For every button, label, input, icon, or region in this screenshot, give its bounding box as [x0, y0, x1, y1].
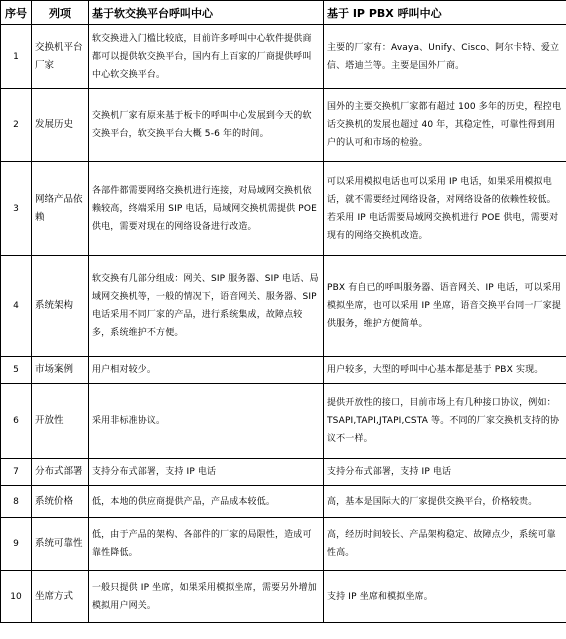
row-number: 6 — [1, 384, 32, 459]
row-item: 系统架构 — [32, 256, 89, 357]
row-number: 7 — [1, 459, 32, 486]
header-ippbx: 基于 IP PBX 呼叫中心 — [324, 1, 566, 25]
row-item: 系统可靠性 — [32, 518, 89, 571]
row-ippbx-text: 可以采用模拟电话也可以采用 IP 电话，如果采用模拟电话，就不需要经过网络设备，对网络设备的依赖性较低。若采用 IP 电话需要局域网交换机进行 POE 供电，需要对现有的网络交换机改造。 — [324, 162, 566, 256]
row-item: 开放性 — [32, 384, 89, 459]
row-ippbx-text: 支持分布式部署，支持 IP 电话 — [324, 459, 566, 486]
row-number: 1 — [1, 25, 32, 89]
row-item: 交换机平台厂家 — [32, 25, 89, 89]
row-softswitch-text: 软交换有几部分组成：网关、SIP 服务器、SIP 电话、局域网交换机等，一般的情况下，语音网关、服务器、SIP 电话采用不同厂家的产品，进行系统集成，故障点较多，系统维护不方便。 — [89, 256, 324, 357]
row-ippbx-text: 用户较多，大型的呼叫中心基本都是基于 PBX 实现。 — [324, 357, 566, 384]
row-item: 市场案例 — [32, 357, 89, 384]
row-item: 网络产品依赖 — [32, 162, 89, 256]
row-ippbx-text: 提供开放性的接口，目前市场上有几种接口协议，例如：TSAPI,TAPI,JTAPI,CSTA 等。不同的厂家交换机支持的协议不一样。 — [324, 384, 566, 459]
row-item: 坐席方式 — [32, 571, 89, 623]
table-header-row — [1, 1, 566, 25]
table-row — [1, 162, 566, 256]
row-softswitch-text: 软交换进入门槛比较底，目前许多呼叫中心软件提供商都可以提供软交换平台，国内有上百家的厂商提供呼叫中心软交换平台。 — [89, 25, 324, 89]
row-softswitch-text: 低，由于产品的架构、各部件的厂家的局限性，造成可靠性降低。 — [89, 518, 324, 571]
table-row — [1, 25, 566, 89]
header-softswitch: 基于软交换平台呼叫中心 — [89, 1, 324, 25]
table-row — [1, 357, 566, 384]
table-row — [1, 518, 566, 571]
row-softswitch-text: 支持分布式部署，支持 IP 电话 — [89, 459, 324, 486]
row-number: 9 — [1, 518, 32, 571]
row-item: 系统价格 — [32, 486, 89, 518]
row-softswitch-text: 用户相对较少。 — [89, 357, 324, 384]
row-ippbx-text: 国外的主要交换机厂家都有超过 100 多年的历史，程控电话交换机的发展也超过 40 年，其稳定性，可靠性得到用户的认可和市场的检验。 — [324, 89, 566, 162]
row-ippbx-text: PBX 有自已的呼叫服务器、语音网关、IP 电话，可以采用模拟坐席，也可以采用 IP 坐席，语音交换平台同一厂家提供服务，维护方便简单。 — [324, 256, 566, 357]
row-ippbx-text: 支持 IP 坐席和模拟坐席。 — [324, 571, 566, 623]
row-ippbx-text: 高，基本是国际大的厂家提供交换平台，价格较贵。 — [324, 486, 566, 518]
table-row — [1, 256, 566, 357]
header-no: 序号 — [1, 1, 32, 25]
row-number: 2 — [1, 89, 32, 162]
row-softswitch-text: 采用非标准协议。 — [89, 384, 324, 459]
row-item: 分布式部署 — [32, 459, 89, 486]
row-number: 4 — [1, 256, 32, 357]
table-row — [1, 486, 566, 518]
row-number: 5 — [1, 357, 32, 384]
table-row — [1, 384, 566, 459]
row-softswitch-text: 交换机厂家有原来基于板卡的呼叫中心发展到今天的软交换平台，软交换平台大概 5-6 年的时间。 — [89, 89, 324, 162]
row-softswitch-text: 一般只提供 IP 坐席，如果采用模拟坐席，需要另外增加模拟用户网关。 — [89, 571, 324, 623]
header-item: 列项 — [32, 1, 89, 25]
row-softswitch-text: 低，本地的供应商提供产品，产品成本较低。 — [89, 486, 324, 518]
table-row — [1, 459, 566, 486]
row-item: 发展历史 — [32, 89, 89, 162]
table-row — [1, 89, 566, 162]
table-row — [1, 571, 566, 623]
row-number: 10 — [1, 571, 32, 623]
row-number: 8 — [1, 486, 32, 518]
row-ippbx-text: 主要的厂家有：Avaya、Unify、Cisco、阿尔卡特、爱立信、塔迪兰等。主要是国外厂商。 — [324, 25, 566, 89]
row-ippbx-text: 高，经历时间较长、产品架构稳定、故障点少，系统可靠性高。 — [324, 518, 566, 571]
row-number: 3 — [1, 162, 32, 256]
row-softswitch-text: 各部件都需要网络交换机进行连接，对局域网交换机依赖较高，终端采用 SIP 电话，局域网交换机需提供 POE 供电，需要对现在的网络设备进行改造。 — [89, 162, 324, 256]
